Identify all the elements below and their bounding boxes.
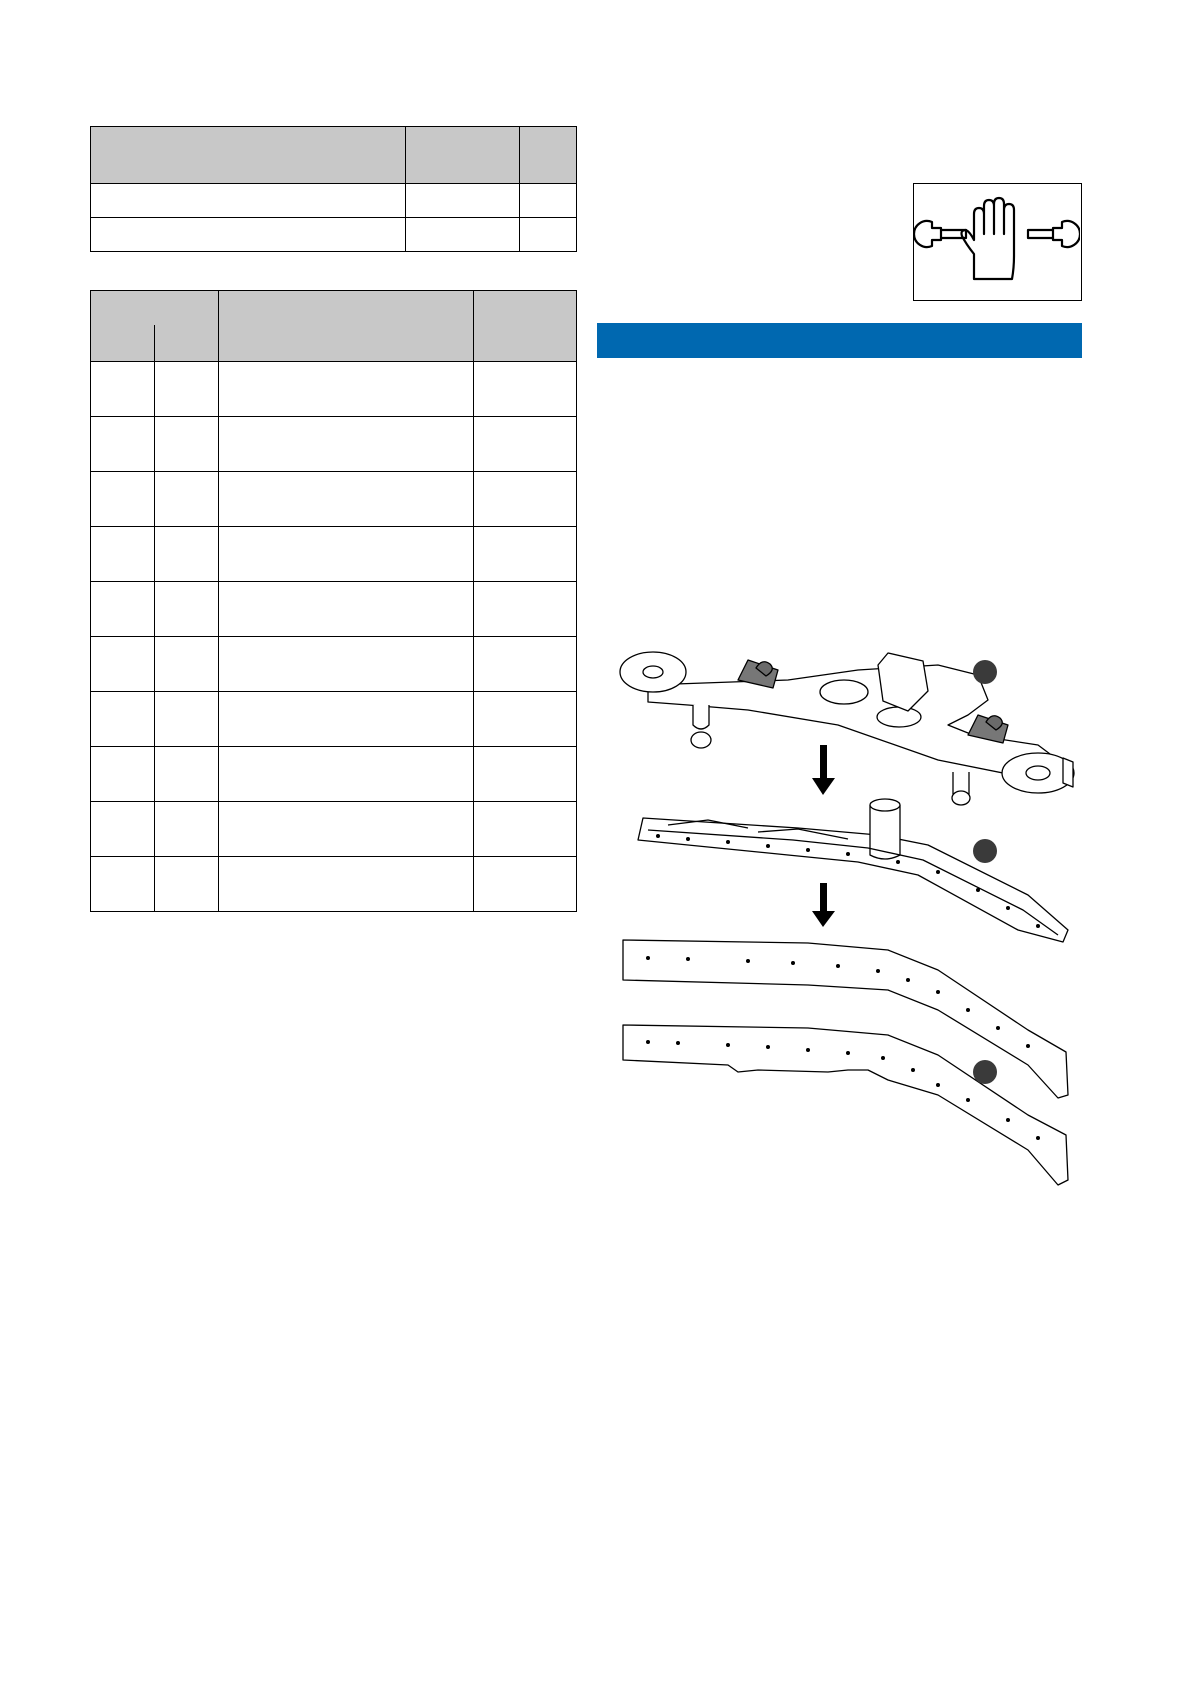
table-cell [91, 692, 155, 747]
table-cell [474, 747, 577, 802]
table-cell [91, 472, 155, 527]
table-cell [474, 362, 577, 417]
section-header-bar [597, 323, 1082, 358]
header-cell [91, 127, 406, 184]
header-cell [474, 291, 577, 362]
table-cell [91, 417, 155, 472]
table-cell [155, 692, 219, 747]
table-cell [91, 218, 406, 252]
squeegee-body [638, 799, 1068, 942]
table-row [91, 857, 577, 912]
table-cell [520, 218, 577, 252]
table-row [91, 802, 577, 857]
table-cell [219, 747, 474, 802]
header-cell [91, 291, 219, 362]
table-row [91, 637, 577, 692]
table-row [91, 472, 577, 527]
table-cell [91, 802, 155, 857]
table-cell [219, 472, 474, 527]
arrow-down-icon [812, 883, 835, 927]
callout-marker [973, 1060, 997, 1084]
table-row [91, 218, 577, 252]
table-cell [219, 527, 474, 582]
table-cell [219, 362, 474, 417]
table-cell [91, 747, 155, 802]
table-cell [474, 527, 577, 582]
table-cell [91, 857, 155, 912]
table-cell [406, 218, 520, 252]
table-header-row [91, 127, 577, 184]
table-cell [474, 857, 577, 912]
header-divider [154, 325, 155, 361]
table-cell [155, 362, 219, 417]
table-cell [91, 527, 155, 582]
table-row [91, 692, 577, 747]
wrench-hand-wrench-icon [914, 184, 1080, 299]
table-cell [406, 184, 520, 218]
parts-table-main [90, 290, 577, 912]
table-row [91, 184, 577, 218]
table-cell [155, 637, 219, 692]
service-icon-box [913, 183, 1082, 301]
callout-marker [973, 839, 997, 863]
table-cell [219, 857, 474, 912]
table-cell [155, 582, 219, 637]
table-cell [474, 802, 577, 857]
table-cell [474, 692, 577, 747]
table-cell [91, 362, 155, 417]
callout-marker [973, 660, 997, 684]
table-row [91, 362, 577, 417]
table-cell [474, 582, 577, 637]
table-cell [91, 637, 155, 692]
table-cell [91, 582, 155, 637]
table-cell [155, 857, 219, 912]
squeegee-frame [620, 652, 1074, 805]
parts-table-top [90, 126, 577, 252]
table-cell [219, 802, 474, 857]
table-cell [219, 637, 474, 692]
header-cell [219, 291, 474, 362]
header-cell [406, 127, 520, 184]
table-cell [155, 527, 219, 582]
table-cell [474, 637, 577, 692]
rubber-blade-front [623, 940, 1068, 1098]
table-cell [520, 184, 577, 218]
table-cell [219, 582, 474, 637]
table-cell [155, 747, 219, 802]
table-cell [474, 472, 577, 527]
table-cell [155, 802, 219, 857]
table-row [91, 417, 577, 472]
table-cell [474, 417, 577, 472]
squeegee-exploded-figure [608, 640, 1088, 1200]
table-row [91, 747, 577, 802]
header-cell [520, 127, 577, 184]
table-cell [91, 184, 406, 218]
table-cell [219, 692, 474, 747]
arrow-down-icon [812, 745, 835, 795]
table-row [91, 527, 577, 582]
table-header-row [91, 291, 577, 362]
table-cell [155, 472, 219, 527]
table-cell [219, 417, 474, 472]
table-cell [155, 417, 219, 472]
table-row [91, 582, 577, 637]
